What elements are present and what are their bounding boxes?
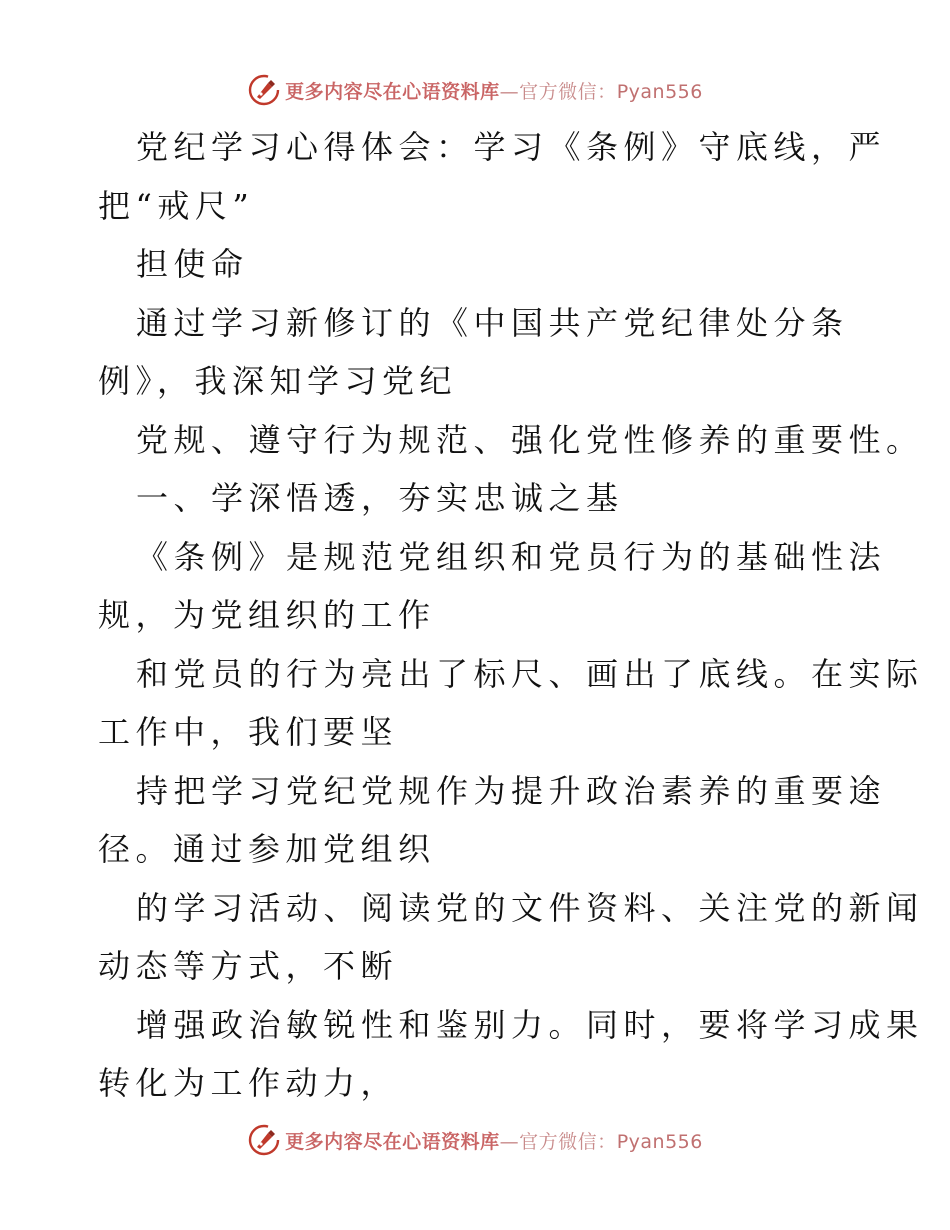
watermark-brand: 更多内容尽在心语资料库 xyxy=(285,1130,500,1153)
text-line: 党纪学习心得体会：学习《条例》守底线，严 xyxy=(136,128,887,166)
watermark-wechat-id: Pyan556 xyxy=(616,1130,703,1153)
watermark-wechat-id: Pyan556 xyxy=(616,80,703,103)
text-line: 例》，我深知学习党纪 xyxy=(98,362,458,400)
header-watermark xyxy=(0,70,950,110)
watermark-separator: — xyxy=(499,1130,520,1153)
watermark-separator: — xyxy=(499,80,520,103)
pen-nib-logo-icon xyxy=(247,73,281,107)
text-line: 的学习活动、阅读党的文件资料、关注党的新闻 xyxy=(136,888,924,927)
document-body xyxy=(98,118,924,1113)
text-line: 通过学习新修订的《中国共产党纪律处分条 xyxy=(136,303,849,342)
text-line: 把“戒尺” xyxy=(98,186,255,225)
text-line: 工作中，我们要坚 xyxy=(98,713,399,751)
text-line: 规，为党组织的工作 xyxy=(98,596,436,634)
text-line: 一、学深悟透，夯实忠诚之基 xyxy=(136,479,624,517)
watermark-label: 官方微信： xyxy=(519,80,617,103)
text-line: 转化为工作动力， xyxy=(98,1064,399,1102)
watermark-label: 官方微信： xyxy=(519,1130,617,1153)
text-line: 动态等方式，不断 xyxy=(98,947,399,985)
footer-watermark xyxy=(0,1120,950,1160)
text-line: 《条例》是规范党组织和党员行为的基础性法 xyxy=(136,537,887,576)
pen-nib-logo-icon xyxy=(247,1123,281,1157)
watermark-text xyxy=(285,1127,703,1154)
watermark-brand: 更多内容尽在心语资料库 xyxy=(285,80,500,103)
text-line: 和党员的行为亮出了标尺、画出了底线。在实际 xyxy=(136,654,924,693)
text-line: 径。通过参加党组织 xyxy=(98,830,436,868)
text-line: 增强政治敏锐性和鉴别力。同时，要将学习成果 xyxy=(136,1005,924,1044)
watermark-text xyxy=(285,77,703,104)
text-line: 持把学习党纪党规作为提升政治素养的重要途 xyxy=(136,771,887,810)
text-line: 党规、遵守行为规范、强化党性修养的重要性。 xyxy=(136,420,924,459)
text-line: 担使命 xyxy=(136,245,249,283)
